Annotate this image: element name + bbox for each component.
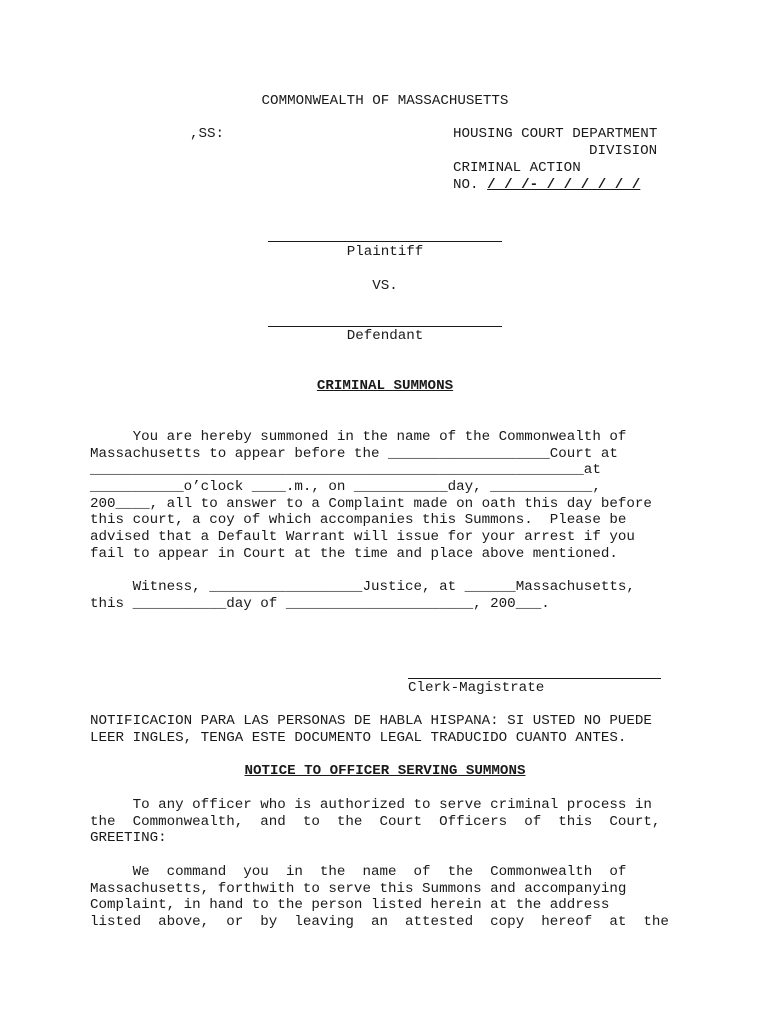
summons-line-5: 200____, all to answer to a Complaint made on oath this day before (90, 496, 652, 512)
summons-line-7: advised that a Default Warrant will issue for your arrest if you (90, 529, 635, 545)
officer-para1-line-1: To any officer who is authorized to serve criminal process in (90, 797, 652, 813)
officer-para2-line-3: Complaint, in hand to the person listed herein at the address (90, 897, 610, 913)
case-number (453, 177, 640, 194)
defendant-signature-line (268, 326, 502, 327)
officer-para1-line-3: GREETING: (90, 830, 167, 846)
summons-line-6: this court, a coy of which accompanies this Summons. Please be (90, 512, 627, 528)
defendant-label: Defendant (346, 328, 424, 344)
witness-line-1: Witness, __________________Justice, at ______Massachusetts, (90, 579, 635, 595)
officer-para1-line-2: the Commonwealth, and to the Court Officers of this Court, (90, 814, 661, 830)
criminal-summons-title: CRIMINAL SUMMONS (316, 378, 454, 394)
summons-line-2: Massachusetts to appear before the ___________________Court at (90, 446, 618, 462)
witness-line-2: this ___________day of ______________________, 200___. (90, 596, 550, 612)
clerk-magistrate-label: Clerk-Magistrate (408, 680, 545, 696)
summons-line-4: ___________o’clock ____.m., on ___________day, ____________, (90, 479, 601, 495)
court-department: HOUSING COURT DEPARTMENT (453, 126, 658, 142)
spanish-notice-line-1: NOTIFICACION PARA LAS PERSONAS DE HABLA HISPANA: SI USTED NO PUEDE (90, 713, 652, 729)
criminal-action-label: CRIMINAL ACTION (453, 160, 581, 176)
spanish-notice-line-2: LEER INGLES, TENGA ESTE DOCUMENTO LEGAL TRADUCIDO CUANTO ANTES. (90, 730, 627, 746)
officer-para2-line-4: listed above, or by leaving an attested copy hereof at the (90, 914, 669, 930)
case-number-value: / / /- / / / / / / (487, 177, 641, 193)
commonwealth-heading: COMMONWEALTH OF MASSACHUSETTS (261, 93, 509, 109)
summons-line-3: __________________________________________________________at (90, 462, 601, 478)
summons-line-1: You are hereby summoned in the name of the Commonwealth of (90, 429, 627, 445)
clerk-signature-line (408, 678, 661, 679)
officer-para2-line-1: We command you in the name of the Commonwealth of (90, 864, 627, 880)
plaintiff-signature-line (268, 241, 502, 242)
summons-line-8: fail to appear in Court at the time and place above mentioned. (90, 546, 618, 562)
officer-para2-line-2: Massachusetts, forthwith to serve this Summons and accompanying (90, 881, 627, 897)
division-label: DIVISION (589, 143, 658, 159)
case-number-label: NO. (453, 177, 479, 193)
officer-notice-title: NOTICE TO OFFICER SERVING SUMMONS (244, 763, 526, 779)
ss-label: ,SS: (190, 126, 225, 142)
plaintiff-label: Plaintiff (346, 244, 424, 260)
versus-label: VS. (372, 278, 398, 294)
